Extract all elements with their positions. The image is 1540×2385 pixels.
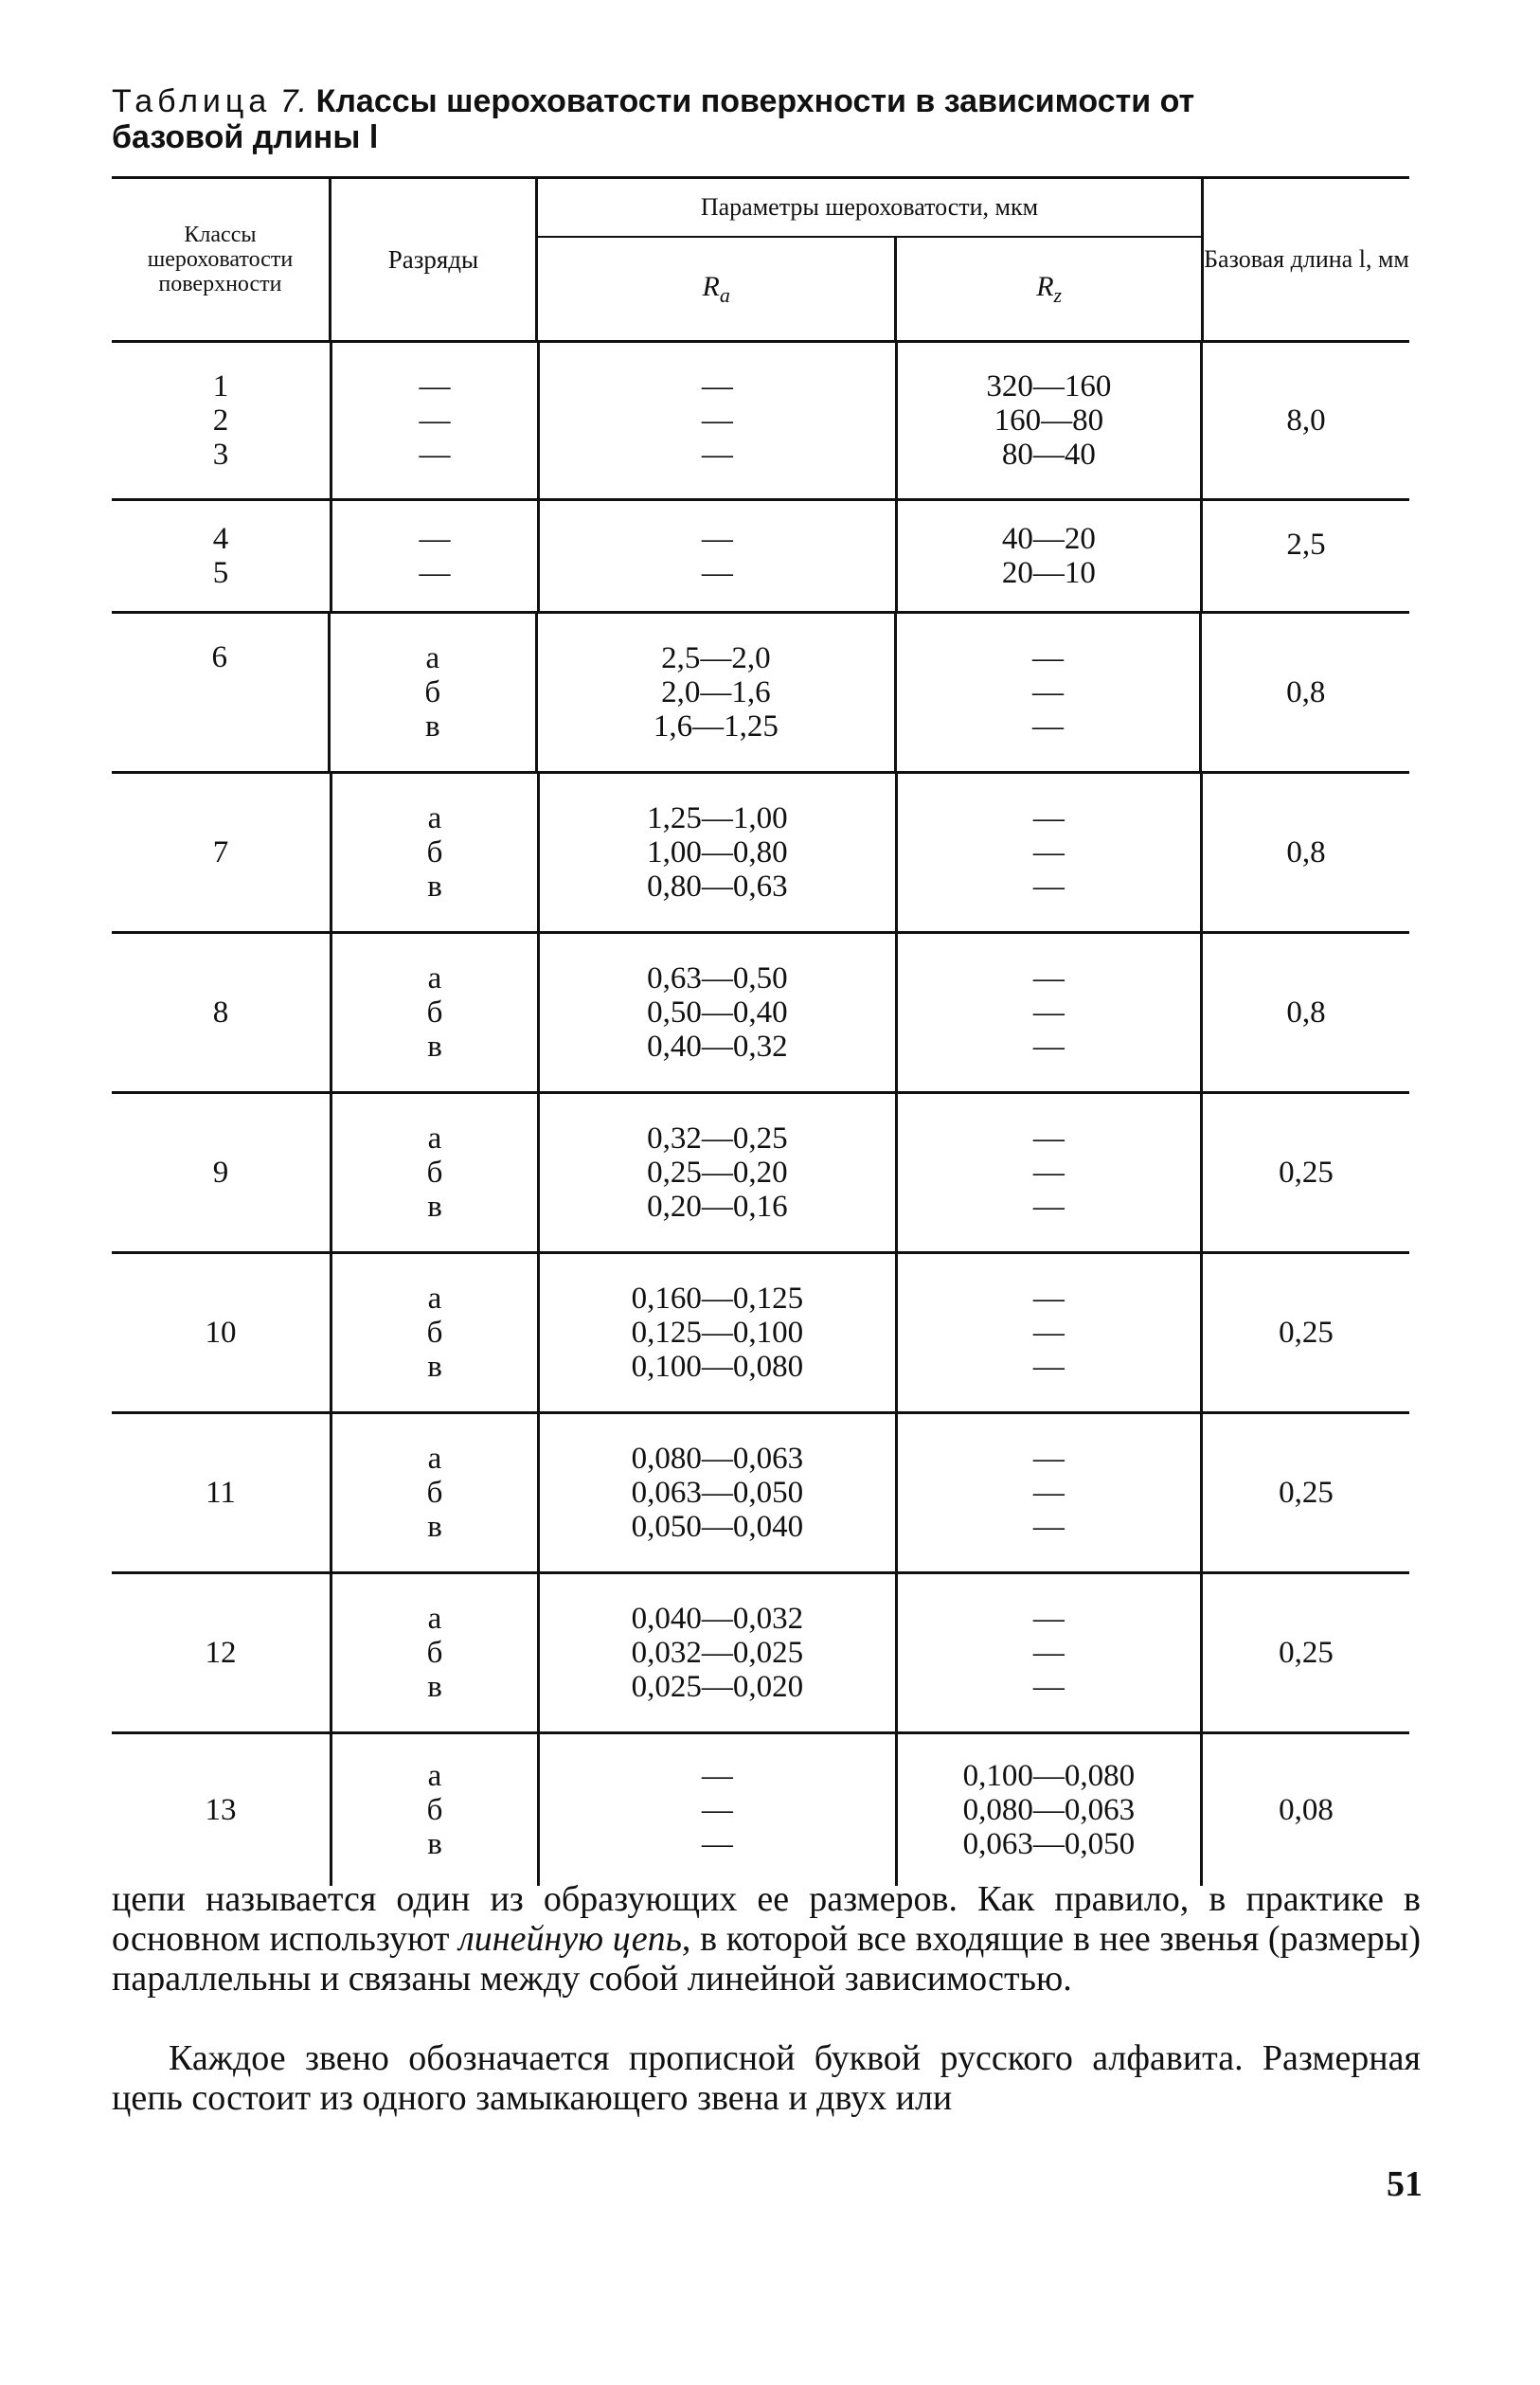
cell-classes bbox=[112, 1094, 332, 1251]
cell-ra-line: 1,25—1,00 bbox=[647, 801, 788, 835]
page-number: 51 bbox=[1387, 2164, 1423, 2204]
cell-ra-line: 0,40—0,32 bbox=[647, 1030, 788, 1064]
cell-grades bbox=[332, 934, 540, 1091]
cell-classes bbox=[112, 1414, 332, 1571]
cell-ra bbox=[538, 614, 897, 771]
cell-ra-line: 0,025—0,020 bbox=[631, 1670, 804, 1704]
cell-classes-line: 12 bbox=[205, 1636, 237, 1670]
cell-ra-line: 0,040—0,032 bbox=[631, 1602, 804, 1636]
cell-ra bbox=[540, 1574, 898, 1731]
cell-grades-line: в bbox=[427, 870, 442, 904]
cell-grades-line: в bbox=[427, 1030, 442, 1064]
cell-base-length: 0,8 bbox=[1286, 674, 1326, 709]
caption-number: 7. bbox=[279, 83, 308, 119]
cell-ra-line: — bbox=[701, 369, 733, 403]
cell-base-length: 8,0 bbox=[1286, 403, 1326, 438]
cell-grades-line: б bbox=[426, 1636, 443, 1670]
cell-grades-line: б bbox=[426, 835, 443, 870]
cell-grades bbox=[332, 501, 540, 611]
header-ra: $R_a$ bbox=[538, 238, 897, 340]
table-row bbox=[112, 774, 1409, 934]
cell-ra-line: 0,100—0,080 bbox=[631, 1350, 804, 1384]
cell-ra-line: 2,0—1,6 bbox=[661, 675, 771, 709]
cell-base-length: 2,5 bbox=[1286, 528, 1326, 562]
cell-grades-line: — bbox=[419, 438, 451, 472]
cell-ra-line: 0,160—0,125 bbox=[631, 1282, 804, 1316]
table-caption bbox=[112, 83, 1286, 155]
table-row bbox=[112, 614, 1409, 774]
cell-rz-line: — bbox=[1032, 1350, 1065, 1384]
cell-classes-line: 3 bbox=[212, 438, 229, 472]
cell-rz-line: — bbox=[1032, 1282, 1065, 1316]
cell-rz bbox=[898, 934, 1203, 1091]
cell-classes bbox=[112, 1734, 332, 1886]
cell-ra bbox=[540, 1414, 898, 1571]
cell-grades bbox=[332, 1254, 540, 1411]
cell-rz-line: — bbox=[1032, 1190, 1065, 1224]
cell-rz bbox=[898, 1574, 1203, 1731]
cell-rz-line: — bbox=[1032, 835, 1065, 870]
cell-grades-line: в bbox=[427, 1827, 442, 1861]
cell-ra-line: 1,6—1,25 bbox=[653, 709, 779, 744]
cell-classes-line: 13 bbox=[205, 1793, 237, 1827]
cell-grades-line: б bbox=[426, 1316, 443, 1350]
cell-base-length: 0,25 bbox=[1279, 1155, 1334, 1190]
cell-classes-line: 9 bbox=[212, 1156, 229, 1190]
cell-grades bbox=[331, 614, 539, 771]
cell-classes-line: 2 bbox=[212, 403, 229, 438]
cell-ra bbox=[540, 1094, 898, 1251]
cell-classes bbox=[112, 501, 332, 611]
cell-classes-line: 10 bbox=[205, 1316, 237, 1350]
cell-classes bbox=[112, 343, 332, 498]
cell-ra-line: 0,25—0,20 bbox=[647, 1156, 788, 1190]
cell-rz-line: — bbox=[1032, 1316, 1065, 1350]
cell-rz bbox=[898, 501, 1203, 611]
cell-classes-line: 11 bbox=[206, 1476, 236, 1510]
paragraph-2: Каждое звено обозначается прописной буквой русского алфавита. Размерная цепь состоит из одного замыкающего звена и двух или bbox=[112, 2038, 1421, 2118]
cell-ra-line: — bbox=[701, 1827, 733, 1861]
cell-ra-line: 0,20—0,16 bbox=[647, 1190, 788, 1224]
table-header bbox=[112, 176, 1409, 343]
header-base-length: Базовая длина l, мм bbox=[1204, 245, 1409, 273]
table-body bbox=[112, 343, 1409, 1886]
cell-ra bbox=[540, 774, 898, 931]
cell-classes bbox=[112, 1254, 332, 1411]
cell-grades-line: в bbox=[424, 709, 440, 744]
cell-grades-line: а bbox=[427, 1121, 442, 1156]
cell-rz-line: 0,080—0,063 bbox=[962, 1793, 1136, 1827]
table-row bbox=[112, 1574, 1409, 1734]
cell-ra-line: 0,63—0,50 bbox=[647, 961, 788, 995]
cell-ra bbox=[540, 934, 898, 1091]
cell-rz-line: 0,063—0,050 bbox=[962, 1827, 1136, 1861]
caption-title: Классы шероховатости поверхности в зависимости от базовой длины l bbox=[112, 83, 1195, 155]
cell-grades-line: а bbox=[427, 1759, 442, 1793]
header-rz: $R_z$ bbox=[1036, 270, 1063, 307]
cell-grades-line: в bbox=[427, 1190, 442, 1224]
cell-grades bbox=[332, 1094, 540, 1251]
caption-label: Таблица bbox=[112, 83, 272, 119]
cell-grades-line: б bbox=[424, 675, 441, 709]
cell-classes-line: 8 bbox=[212, 995, 229, 1030]
cell-grades-line: а bbox=[425, 641, 440, 675]
cell-classes-line: 1 bbox=[212, 369, 229, 403]
cell-rz-line: 320—160 bbox=[986, 369, 1112, 403]
cell-ra bbox=[540, 1254, 898, 1411]
table-row bbox=[112, 1094, 1409, 1254]
table-row bbox=[112, 501, 1409, 614]
cell-grades-line: — bbox=[419, 369, 451, 403]
cell-grades-line: а bbox=[427, 1282, 442, 1316]
cell-ra-line: 0,50—0,40 bbox=[647, 995, 788, 1030]
cell-ra-line: 0,32—0,25 bbox=[647, 1121, 788, 1156]
cell-grades-line: в bbox=[427, 1670, 442, 1704]
cell-ra-line: 0,032—0,025 bbox=[631, 1636, 804, 1670]
cell-grades bbox=[332, 1574, 540, 1731]
cell-classes bbox=[112, 614, 331, 771]
cell-grades-line: б bbox=[426, 995, 443, 1030]
header-params: Параметры шероховатости, мкм bbox=[538, 179, 1201, 238]
header-classes: Классы шероховатости поверхности bbox=[112, 179, 331, 340]
cell-grades-line: в bbox=[427, 1350, 442, 1384]
table-row bbox=[112, 343, 1409, 501]
cell-ra-line: 0,125—0,100 bbox=[631, 1316, 804, 1350]
cell-base-length: 0,25 bbox=[1279, 1315, 1334, 1350]
cell-ra-line: — bbox=[701, 1793, 733, 1827]
cell-ra-line: — bbox=[701, 403, 733, 438]
cell-ra-line: 1,00—0,80 bbox=[647, 835, 788, 870]
cell-rz bbox=[898, 1734, 1203, 1886]
roughness-table bbox=[112, 176, 1409, 1886]
table-row bbox=[112, 934, 1409, 1094]
cell-base-length: 0,08 bbox=[1279, 1792, 1334, 1827]
cell-rz bbox=[898, 774, 1203, 931]
cell-classes bbox=[112, 934, 332, 1091]
cell-base-length: 0,25 bbox=[1279, 1475, 1334, 1510]
cell-rz-line: 40—20 bbox=[1001, 522, 1096, 556]
cell-classes-line: 5 bbox=[212, 556, 229, 590]
cell-rz-line: — bbox=[1032, 1636, 1065, 1670]
cell-rz bbox=[898, 1254, 1203, 1411]
cell-ra-line: — bbox=[701, 438, 733, 472]
cell-grades bbox=[332, 1414, 540, 1571]
cell-base-length: 0,8 bbox=[1286, 834, 1326, 870]
cell-classes-line: 7 bbox=[212, 835, 229, 870]
cell-ra bbox=[540, 1734, 898, 1886]
cell-grades-line: б bbox=[426, 1793, 443, 1827]
cell-grades-line: — bbox=[419, 403, 451, 438]
italic-term: линейную цепь bbox=[458, 1919, 682, 1959]
cell-rz bbox=[898, 1094, 1203, 1251]
cell-rz-line: — bbox=[1032, 1156, 1065, 1190]
cell-rz-line: 160—80 bbox=[994, 403, 1104, 438]
cell-rz-line: 0,100—0,080 bbox=[962, 1759, 1136, 1793]
cell-ra-line: 0,80—0,63 bbox=[647, 870, 788, 904]
cell-ra bbox=[540, 501, 898, 611]
cell-base-length: 0,25 bbox=[1279, 1635, 1334, 1670]
cell-rz-line: — bbox=[1032, 675, 1065, 709]
cell-ra-line: — bbox=[701, 522, 733, 556]
cell-classes-line: 6 bbox=[211, 640, 227, 674]
cell-rz-line: — bbox=[1032, 801, 1065, 835]
cell-ra-line: 2,5—2,0 bbox=[661, 641, 771, 675]
cell-grades-line: в bbox=[427, 1510, 442, 1544]
table-row bbox=[112, 1254, 1409, 1414]
cell-rz-line: 80—40 bbox=[1001, 438, 1096, 472]
cell-ra-line: — bbox=[701, 556, 733, 590]
cell-base-length: 0,8 bbox=[1286, 995, 1326, 1030]
cell-rz-line: — bbox=[1032, 709, 1065, 744]
cell-rz-line: 20—10 bbox=[1001, 556, 1096, 590]
cell-rz-line: — bbox=[1032, 1602, 1065, 1636]
table-row bbox=[112, 1734, 1409, 1886]
cell-grades-line: а bbox=[427, 801, 442, 835]
cell-rz-line: — bbox=[1032, 870, 1065, 904]
cell-grades-line: — bbox=[419, 522, 451, 556]
cell-classes bbox=[112, 1574, 332, 1731]
cell-rz-line: — bbox=[1032, 1670, 1065, 1704]
cell-rz-line: — bbox=[1032, 961, 1065, 995]
cell-rz-line: — bbox=[1032, 995, 1065, 1030]
cell-rz bbox=[897, 614, 1203, 771]
cell-ra-line: 0,080—0,063 bbox=[631, 1442, 804, 1476]
cell-rz-line: — bbox=[1032, 641, 1065, 675]
cell-rz-line: — bbox=[1032, 1510, 1065, 1544]
cell-grades-line: а bbox=[427, 1602, 442, 1636]
cell-rz-line: — bbox=[1032, 1476, 1065, 1510]
cell-grades-line: а bbox=[427, 961, 442, 995]
cell-ra-line: — bbox=[701, 1759, 733, 1793]
cell-grades-line: — bbox=[419, 556, 451, 590]
table-row bbox=[112, 1414, 1409, 1574]
header-grades: Разряды bbox=[331, 179, 538, 340]
cell-classes bbox=[112, 774, 332, 931]
cell-rz bbox=[898, 343, 1203, 498]
cell-ra-line: 0,050—0,040 bbox=[631, 1510, 804, 1544]
cell-rz-line: — bbox=[1032, 1030, 1065, 1064]
cell-grades-line: б bbox=[426, 1476, 443, 1510]
cell-grades bbox=[332, 343, 540, 498]
cell-grades bbox=[332, 774, 540, 931]
cell-grades bbox=[332, 1734, 540, 1886]
cell-ra bbox=[540, 343, 898, 498]
cell-grades-line: а bbox=[427, 1442, 442, 1476]
header-params-group bbox=[538, 179, 1204, 340]
cell-rz-line: — bbox=[1032, 1121, 1065, 1156]
cell-classes-line: 4 bbox=[212, 522, 229, 556]
paragraph-1: цепи называется один из образующих ее размеров. Как правило, в практике в основном используют линейную цепь, в которой все входящие в нее звенья (размеры) параллельны и связаны между собой линейной зависимостью. bbox=[112, 1879, 1421, 1999]
cell-rz bbox=[898, 1414, 1203, 1571]
cell-grades-line: б bbox=[426, 1156, 443, 1190]
cell-rz-line: — bbox=[1032, 1442, 1065, 1476]
cell-ra-line: 0,063—0,050 bbox=[631, 1476, 804, 1510]
